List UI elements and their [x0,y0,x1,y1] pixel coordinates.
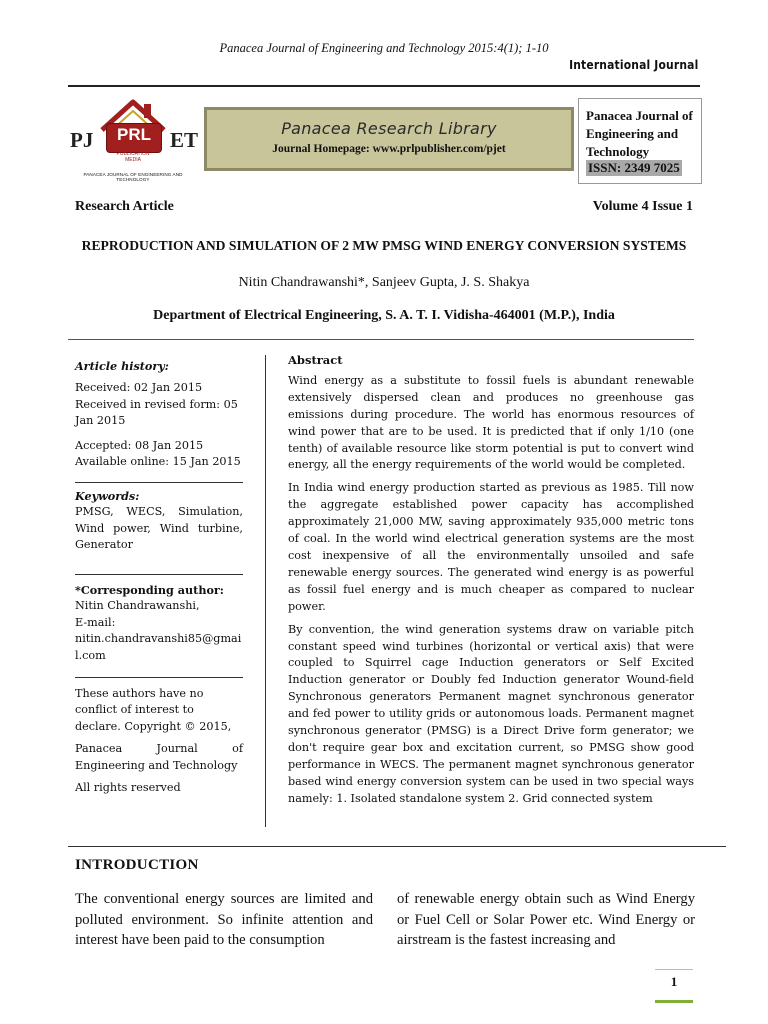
revised-date: Received in revised form: 05 Jan 2015 [75,397,238,428]
journal-logo [68,94,198,186]
corresponding-author [75,582,243,664]
copyright-section [75,686,243,796]
keywords-section [75,488,243,554]
library-banner [204,107,574,171]
introduction-column-2: of renewable energy obtain such as Wind Energy or Fuel Cell or Solar Power etc. Wind Energy or airstream is the fastest increasing and [397,891,695,949]
corr-author-label: *Corresponding author: [75,583,224,597]
abstract-paragraph: Wind energy as a substitute to fossil fuels is abundant renewable extensively dispersed clean and produces no greenhouse gas emissions during procedure. The world has enormous resources of wind power that are to be used. It is predicted that if only 1/10 (one tenth) of available resource like storm potential is put to convert wind energy, all the energy requirements of the world would be completed. [288,373,694,472]
prl-badge-text: PRL [117,125,151,144]
article-type: Research Article [75,199,174,214]
article-authors: Nitin Chandrawanshi*, Sanjeev Gupta, J. S. Shakya [238,275,530,290]
keywords-list: PMSG, WECS, Simulation, Wind power, Wind turbine, Generator [75,505,243,552]
corr-author-name: Nitin Chandrawanshi, [75,599,200,613]
sidebar-divider [75,482,243,483]
volume-issue: Volume 4 Issue 1 [592,199,693,214]
conflict-statement: These authors have no conflict of interest to declare. Copyright © 2015, [75,687,232,733]
rights-statement: All rights reserved [75,781,181,795]
introduction-column-1: The conventional energy sources are limited and polluted environment. So infinite attention and interest have been paid to the consumption [75,891,373,949]
abstract-section [288,352,694,814]
online-date: Available online: 15 Jan 2015 [75,455,241,469]
abstract-paragraph: In India wind energy production started as previous as 1985. Till now the aggregate established power capacity has accomplished approximately 21,000 MW, saving approximately 935,000 metric tons of coal. In the world wind electrical generation systems are the most cost inexpensive of all the environmentally unsoiled and safe renewable energy sources. The generated wind energy is as powerful as fossil fuel energy and is much cheaper as compared to nuclear power. [288,481,694,613]
issn-label: ISSN: 2349 7025 [588,160,680,175]
sidebar-divider [75,574,243,575]
abstract-paragraph: By convention, the wind generation systems draw on variable pitch constant speed wind turbines (horizontal or vertical axis) that were coupled to Squirrel cage Induction generators or Self Excited Induction generator or Doubly fed Induction generator Wound-field Synchronous generators Permanent magnet synchronous generator and fed power to utility grids or autonomous loads. Permanent magnet synchronous generator (PMSG) is a Direct Drive form generator; we don't require gear box and excitation current, so PMSG show good performance in WECS. The permanent magnet synchronous generator based wind energy conversion system can be used in two special ways namely: 1. Isolated standalone system 2. Grid connected system [288,622,694,805]
journal-citation: Panacea Journal of Engineering and Technology 2015:4(1); 1-10 [219,41,549,55]
journal-type-label: International Journal [568,57,698,72]
author-affiliation: Department of Electrical Engineering, S. A. T. I. Vidisha-464001 (M.P.), India [153,308,615,323]
article-title: REPRODUCTION AND SIMULATION OF 2 MW PMSG WIND ENERGY CONVERSION SYSTEMS [81,238,687,253]
logo-subtitle: PANACEA JOURNAL OF ENGINEERING AND TECHNOLOGY [83,172,183,182]
history-label: Article history: [75,359,169,373]
article-history [75,358,243,470]
sidebar-divider [75,677,243,678]
introduction-divider [68,846,726,847]
logo-et-text: ET [169,128,198,152]
logo-publication-text: PUBLICATION MEDIA [116,151,150,163]
accepted-date: Accepted: 08 Jan 2015 [75,438,204,452]
page-number-bar [655,1000,693,1003]
author-email-link[interactable]: nitin.chandravanshi85@gmail.com [75,632,242,662]
journal-info-box [578,98,702,184]
column-divider [265,355,266,827]
journal-homepage[interactable]: Journal Homepage: www.prlpublisher.com/pjet [272,143,506,155]
introduction-heading: INTRODUCTION [75,857,199,873]
prl-badge [106,123,162,153]
header-divider [68,85,700,87]
title-divider [68,339,694,340]
library-name: Panacea Research Library [281,119,497,138]
email-label: E-mail: [75,615,116,629]
abstract-heading: Abstract [288,353,343,367]
page-number-top-rule [655,969,693,970]
journal-box-title: Panacea Journal of Engineering and Technology [586,108,693,159]
keywords-label: Keywords: [75,489,140,503]
copyright-journal: Panacea Journal of Engineering and Technology [75,742,243,772]
received-date: Received: 02 Jan 2015 [75,381,203,395]
logo-pj-text: PJ [70,128,94,152]
page-number: 1 [670,974,678,989]
